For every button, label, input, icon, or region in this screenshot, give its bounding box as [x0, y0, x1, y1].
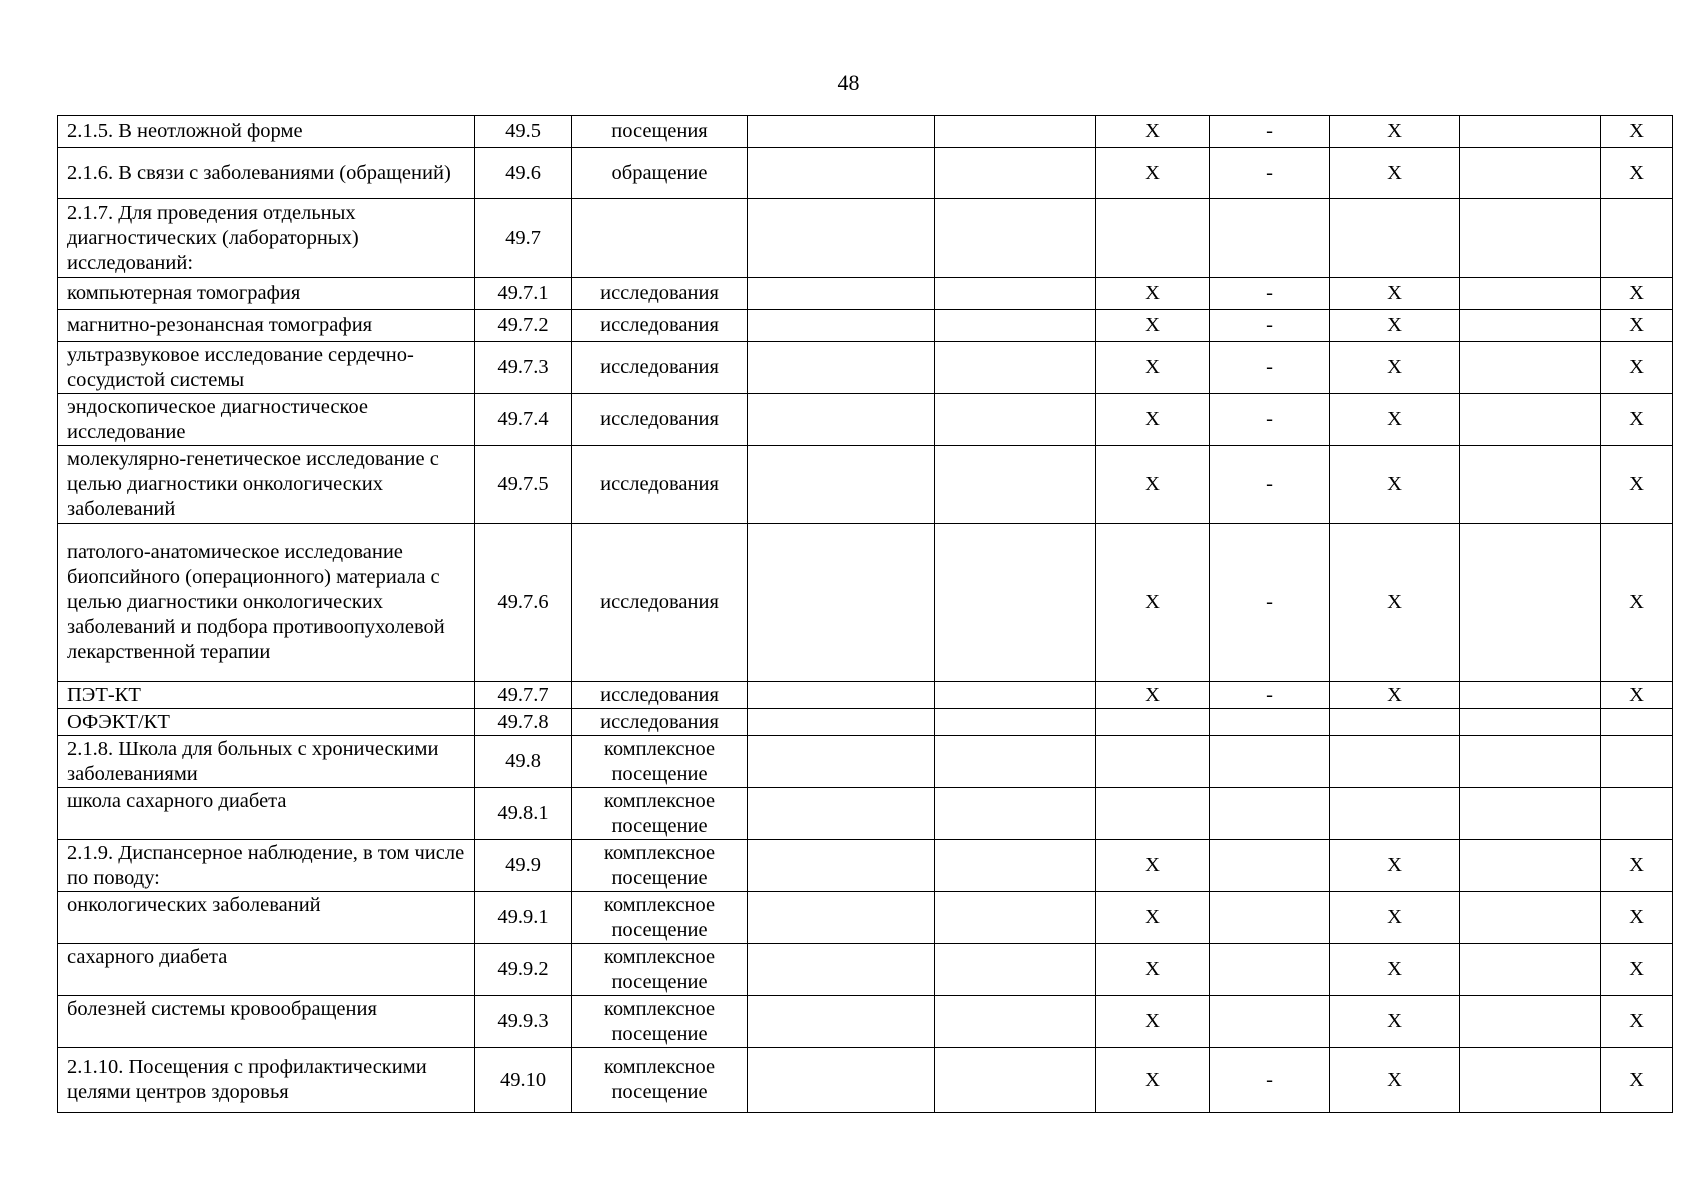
row-cell-8: X	[1330, 148, 1460, 199]
row-cell-8: X	[1330, 682, 1460, 709]
row-cell-6	[1096, 788, 1210, 840]
row-name: патолого-анатомическое исследование биопсийного (операционного) материала с целью диагностики онкологических заболеваний и подбора противоопухолевой лекарственной терапии	[58, 524, 475, 682]
row-code: 49.7.4	[475, 394, 572, 446]
row-cell-4	[748, 310, 935, 342]
row-cell-9	[1460, 736, 1601, 788]
row-name: 2.1.8. Школа для больных с хроническими заболеваниями	[58, 736, 475, 788]
row-cell-6: X	[1096, 116, 1210, 148]
row-cell-5	[935, 148, 1096, 199]
row-cell-6: X	[1096, 840, 1210, 892]
row-cell-9	[1460, 199, 1601, 278]
row-cell-8: X	[1330, 996, 1460, 1048]
row-cell-7: -	[1210, 394, 1330, 446]
row-cell-10: X	[1601, 394, 1673, 446]
row-name: 2.1.9. Диспансерное наблюдение, в том числе по поводу:	[58, 840, 475, 892]
row-code: 49.7.8	[475, 709, 572, 736]
row-cell-10: X	[1601, 682, 1673, 709]
row-cell-7	[1210, 709, 1330, 736]
row-cell-4	[748, 840, 935, 892]
row-cell-7	[1210, 840, 1330, 892]
row-cell-10: X	[1601, 524, 1673, 682]
row-cell-5	[935, 310, 1096, 342]
row-cell-10: X	[1601, 278, 1673, 310]
row-cell-5	[935, 116, 1096, 148]
row-unit: исследования	[572, 310, 748, 342]
row-cell-10: X	[1601, 996, 1673, 1048]
row-cell-7: -	[1210, 278, 1330, 310]
row-code: 49.7.7	[475, 682, 572, 709]
row-code: 49.7.5	[475, 446, 572, 524]
row-cell-9	[1460, 1048, 1601, 1113]
row-cell-5	[935, 199, 1096, 278]
row-cell-5	[935, 709, 1096, 736]
row-cell-4	[748, 996, 935, 1048]
row-unit: обращение	[572, 148, 748, 199]
row-unit: комплексное посещение	[572, 1048, 748, 1113]
row-unit: комплексное посещение	[572, 996, 748, 1048]
row-code: 49.6	[475, 148, 572, 199]
row-unit: исследования	[572, 709, 748, 736]
row-name: ультразвуковое исследование сердечно-сосудистой системы	[58, 342, 475, 394]
row-name: компьютерная томография	[58, 278, 475, 310]
page-number: 48	[837, 70, 860, 95]
table-row	[58, 892, 1673, 944]
table-row	[58, 342, 1673, 394]
row-name: сахарного диабета	[58, 944, 475, 996]
row-cell-8: X	[1330, 446, 1460, 524]
row-cell-5	[935, 892, 1096, 944]
row-cell-6	[1096, 709, 1210, 736]
row-cell-6: X	[1096, 944, 1210, 996]
row-cell-7: -	[1210, 148, 1330, 199]
data-table	[57, 115, 1673, 1113]
row-cell-7	[1210, 996, 1330, 1048]
table-row	[58, 709, 1673, 736]
row-cell-7	[1210, 736, 1330, 788]
row-cell-6: X	[1096, 394, 1210, 446]
row-cell-5	[935, 682, 1096, 709]
row-cell-5	[935, 394, 1096, 446]
row-cell-10: X	[1601, 310, 1673, 342]
row-cell-7: -	[1210, 446, 1330, 524]
row-unit: комплексное посещение	[572, 892, 748, 944]
table-row	[58, 446, 1673, 524]
row-name: эндоскопическое диагностическое исследование	[58, 394, 475, 446]
row-cell-6: X	[1096, 278, 1210, 310]
row-cell-7	[1210, 892, 1330, 944]
row-unit: исследования	[572, 524, 748, 682]
row-unit: комплексное посещение	[572, 944, 748, 996]
row-cell-9	[1460, 278, 1601, 310]
row-cell-5	[935, 446, 1096, 524]
row-cell-5	[935, 996, 1096, 1048]
row-cell-10: X	[1601, 840, 1673, 892]
row-cell-6: X	[1096, 342, 1210, 394]
row-cell-9	[1460, 944, 1601, 996]
table-row	[58, 1048, 1673, 1113]
row-name: ОФЭКТ/КТ	[58, 709, 475, 736]
row-unit: исследования	[572, 394, 748, 446]
row-cell-9	[1460, 310, 1601, 342]
row-cell-8: X	[1330, 278, 1460, 310]
row-cell-9	[1460, 892, 1601, 944]
row-cell-5	[935, 278, 1096, 310]
row-cell-6: X	[1096, 524, 1210, 682]
row-cell-4	[748, 892, 935, 944]
row-cell-4	[748, 199, 935, 278]
row-cell-10	[1601, 788, 1673, 840]
row-cell-4	[748, 1048, 935, 1113]
row-cell-4	[748, 394, 935, 446]
row-cell-10: X	[1601, 446, 1673, 524]
row-code: 49.9	[475, 840, 572, 892]
row-cell-6	[1096, 736, 1210, 788]
row-cell-6: X	[1096, 682, 1210, 709]
row-cell-4	[748, 116, 935, 148]
table-row	[58, 394, 1673, 446]
row-cell-6: X	[1096, 1048, 1210, 1113]
row-cell-6: X	[1096, 446, 1210, 524]
row-cell-8: X	[1330, 524, 1460, 682]
row-cell-4	[748, 524, 935, 682]
row-code: 49.5	[475, 116, 572, 148]
row-cell-8	[1330, 199, 1460, 278]
row-cell-8	[1330, 788, 1460, 840]
row-cell-7	[1210, 944, 1330, 996]
row-cell-4	[748, 788, 935, 840]
row-cell-8: X	[1330, 310, 1460, 342]
row-cell-4	[748, 446, 935, 524]
row-code: 49.7	[475, 199, 572, 278]
row-unit: комплексное посещение	[572, 736, 748, 788]
row-code: 49.7.6	[475, 524, 572, 682]
row-cell-8: X	[1330, 840, 1460, 892]
row-cell-9	[1460, 709, 1601, 736]
row-name: магнитно-резонансная томография	[58, 310, 475, 342]
row-cell-7: -	[1210, 682, 1330, 709]
row-cell-5	[935, 524, 1096, 682]
row-cell-4	[748, 148, 935, 199]
row-cell-4	[748, 736, 935, 788]
row-cell-9	[1460, 148, 1601, 199]
row-cell-4	[748, 944, 935, 996]
row-cell-8: X	[1330, 342, 1460, 394]
table-row	[58, 944, 1673, 996]
row-cell-6	[1096, 199, 1210, 278]
row-code: 49.10	[475, 1048, 572, 1113]
row-cell-5	[935, 1048, 1096, 1113]
row-cell-10: X	[1601, 116, 1673, 148]
row-cell-5	[935, 788, 1096, 840]
row-code: 49.9.3	[475, 996, 572, 1048]
table-row	[58, 310, 1673, 342]
row-cell-4	[748, 278, 935, 310]
row-cell-8	[1330, 736, 1460, 788]
row-cell-9	[1460, 682, 1601, 709]
row-cell-5	[935, 342, 1096, 394]
row-unit: комплексное посещение	[572, 840, 748, 892]
row-cell-9	[1460, 394, 1601, 446]
row-cell-7	[1210, 199, 1330, 278]
row-code: 49.8	[475, 736, 572, 788]
row-cell-8: X	[1330, 116, 1460, 148]
row-name: школа сахарного диабета	[58, 788, 475, 840]
table-row	[58, 788, 1673, 840]
table-row	[58, 278, 1673, 310]
table-row	[58, 736, 1673, 788]
row-cell-10	[1601, 199, 1673, 278]
row-cell-7: -	[1210, 1048, 1330, 1113]
row-cell-4	[748, 342, 935, 394]
table-row	[58, 148, 1673, 199]
row-cell-7: -	[1210, 524, 1330, 682]
row-cell-5	[935, 944, 1096, 996]
row-cell-6: X	[1096, 996, 1210, 1048]
row-cell-9	[1460, 342, 1601, 394]
row-cell-9	[1460, 116, 1601, 148]
row-name: 2.1.6. В связи с заболеваниями (обращений)	[58, 148, 475, 199]
row-code: 49.7.3	[475, 342, 572, 394]
row-name: 2.1.5. В неотложной форме	[58, 116, 475, 148]
row-cell-9	[1460, 788, 1601, 840]
table-row	[58, 116, 1673, 148]
row-cell-8: X	[1330, 892, 1460, 944]
row-cell-10: X	[1601, 892, 1673, 944]
row-code: 49.8.1	[475, 788, 572, 840]
table-row	[58, 524, 1673, 682]
row-unit: исследования	[572, 342, 748, 394]
row-cell-7: -	[1210, 116, 1330, 148]
row-cell-9	[1460, 446, 1601, 524]
row-unit: исследования	[572, 278, 748, 310]
row-name: онкологических заболеваний	[58, 892, 475, 944]
row-cell-4	[748, 682, 935, 709]
row-code: 49.7.1	[475, 278, 572, 310]
row-cell-10: X	[1601, 1048, 1673, 1113]
row-unit: комплексное посещение	[572, 788, 748, 840]
row-cell-10	[1601, 709, 1673, 736]
row-cell-10	[1601, 736, 1673, 788]
row-unit: исследования	[572, 446, 748, 524]
row-cell-5	[935, 840, 1096, 892]
table-row	[58, 840, 1673, 892]
row-cell-9	[1460, 524, 1601, 682]
row-cell-8: X	[1330, 944, 1460, 996]
row-code: 49.9.2	[475, 944, 572, 996]
row-unit	[572, 199, 748, 278]
row-cell-9	[1460, 840, 1601, 892]
table-body	[58, 116, 1673, 1113]
row-cell-8: X	[1330, 394, 1460, 446]
row-unit: исследования	[572, 682, 748, 709]
row-cell-8	[1330, 709, 1460, 736]
row-cell-7: -	[1210, 310, 1330, 342]
table-row	[58, 199, 1673, 278]
table-row	[58, 996, 1673, 1048]
row-cell-6: X	[1096, 148, 1210, 199]
row-name: 2.1.7. Для проведения отдельных диагностических (лабораторных) исследований:	[58, 199, 475, 278]
table-row	[58, 682, 1673, 709]
row-cell-8: X	[1330, 1048, 1460, 1113]
row-cell-9	[1460, 996, 1601, 1048]
row-cell-10: X	[1601, 944, 1673, 996]
row-code: 49.7.2	[475, 310, 572, 342]
row-cell-7	[1210, 788, 1330, 840]
row-name: 2.1.10. Посещения с профилактическими целями центров здоровья	[58, 1048, 475, 1113]
row-cell-10: X	[1601, 342, 1673, 394]
row-cell-5	[935, 736, 1096, 788]
row-cell-6: X	[1096, 892, 1210, 944]
row-unit: посещения	[572, 116, 748, 148]
row-code: 49.9.1	[475, 892, 572, 944]
row-cell-6: X	[1096, 310, 1210, 342]
row-cell-10: X	[1601, 148, 1673, 199]
row-cell-7: -	[1210, 342, 1330, 394]
row-name: молекулярно-генетическое исследование с целью диагностики онкологических заболеваний	[58, 446, 475, 524]
row-name: болезней системы кровообращения	[58, 996, 475, 1048]
row-name: ПЭТ-КТ	[58, 682, 475, 709]
row-cell-4	[748, 709, 935, 736]
